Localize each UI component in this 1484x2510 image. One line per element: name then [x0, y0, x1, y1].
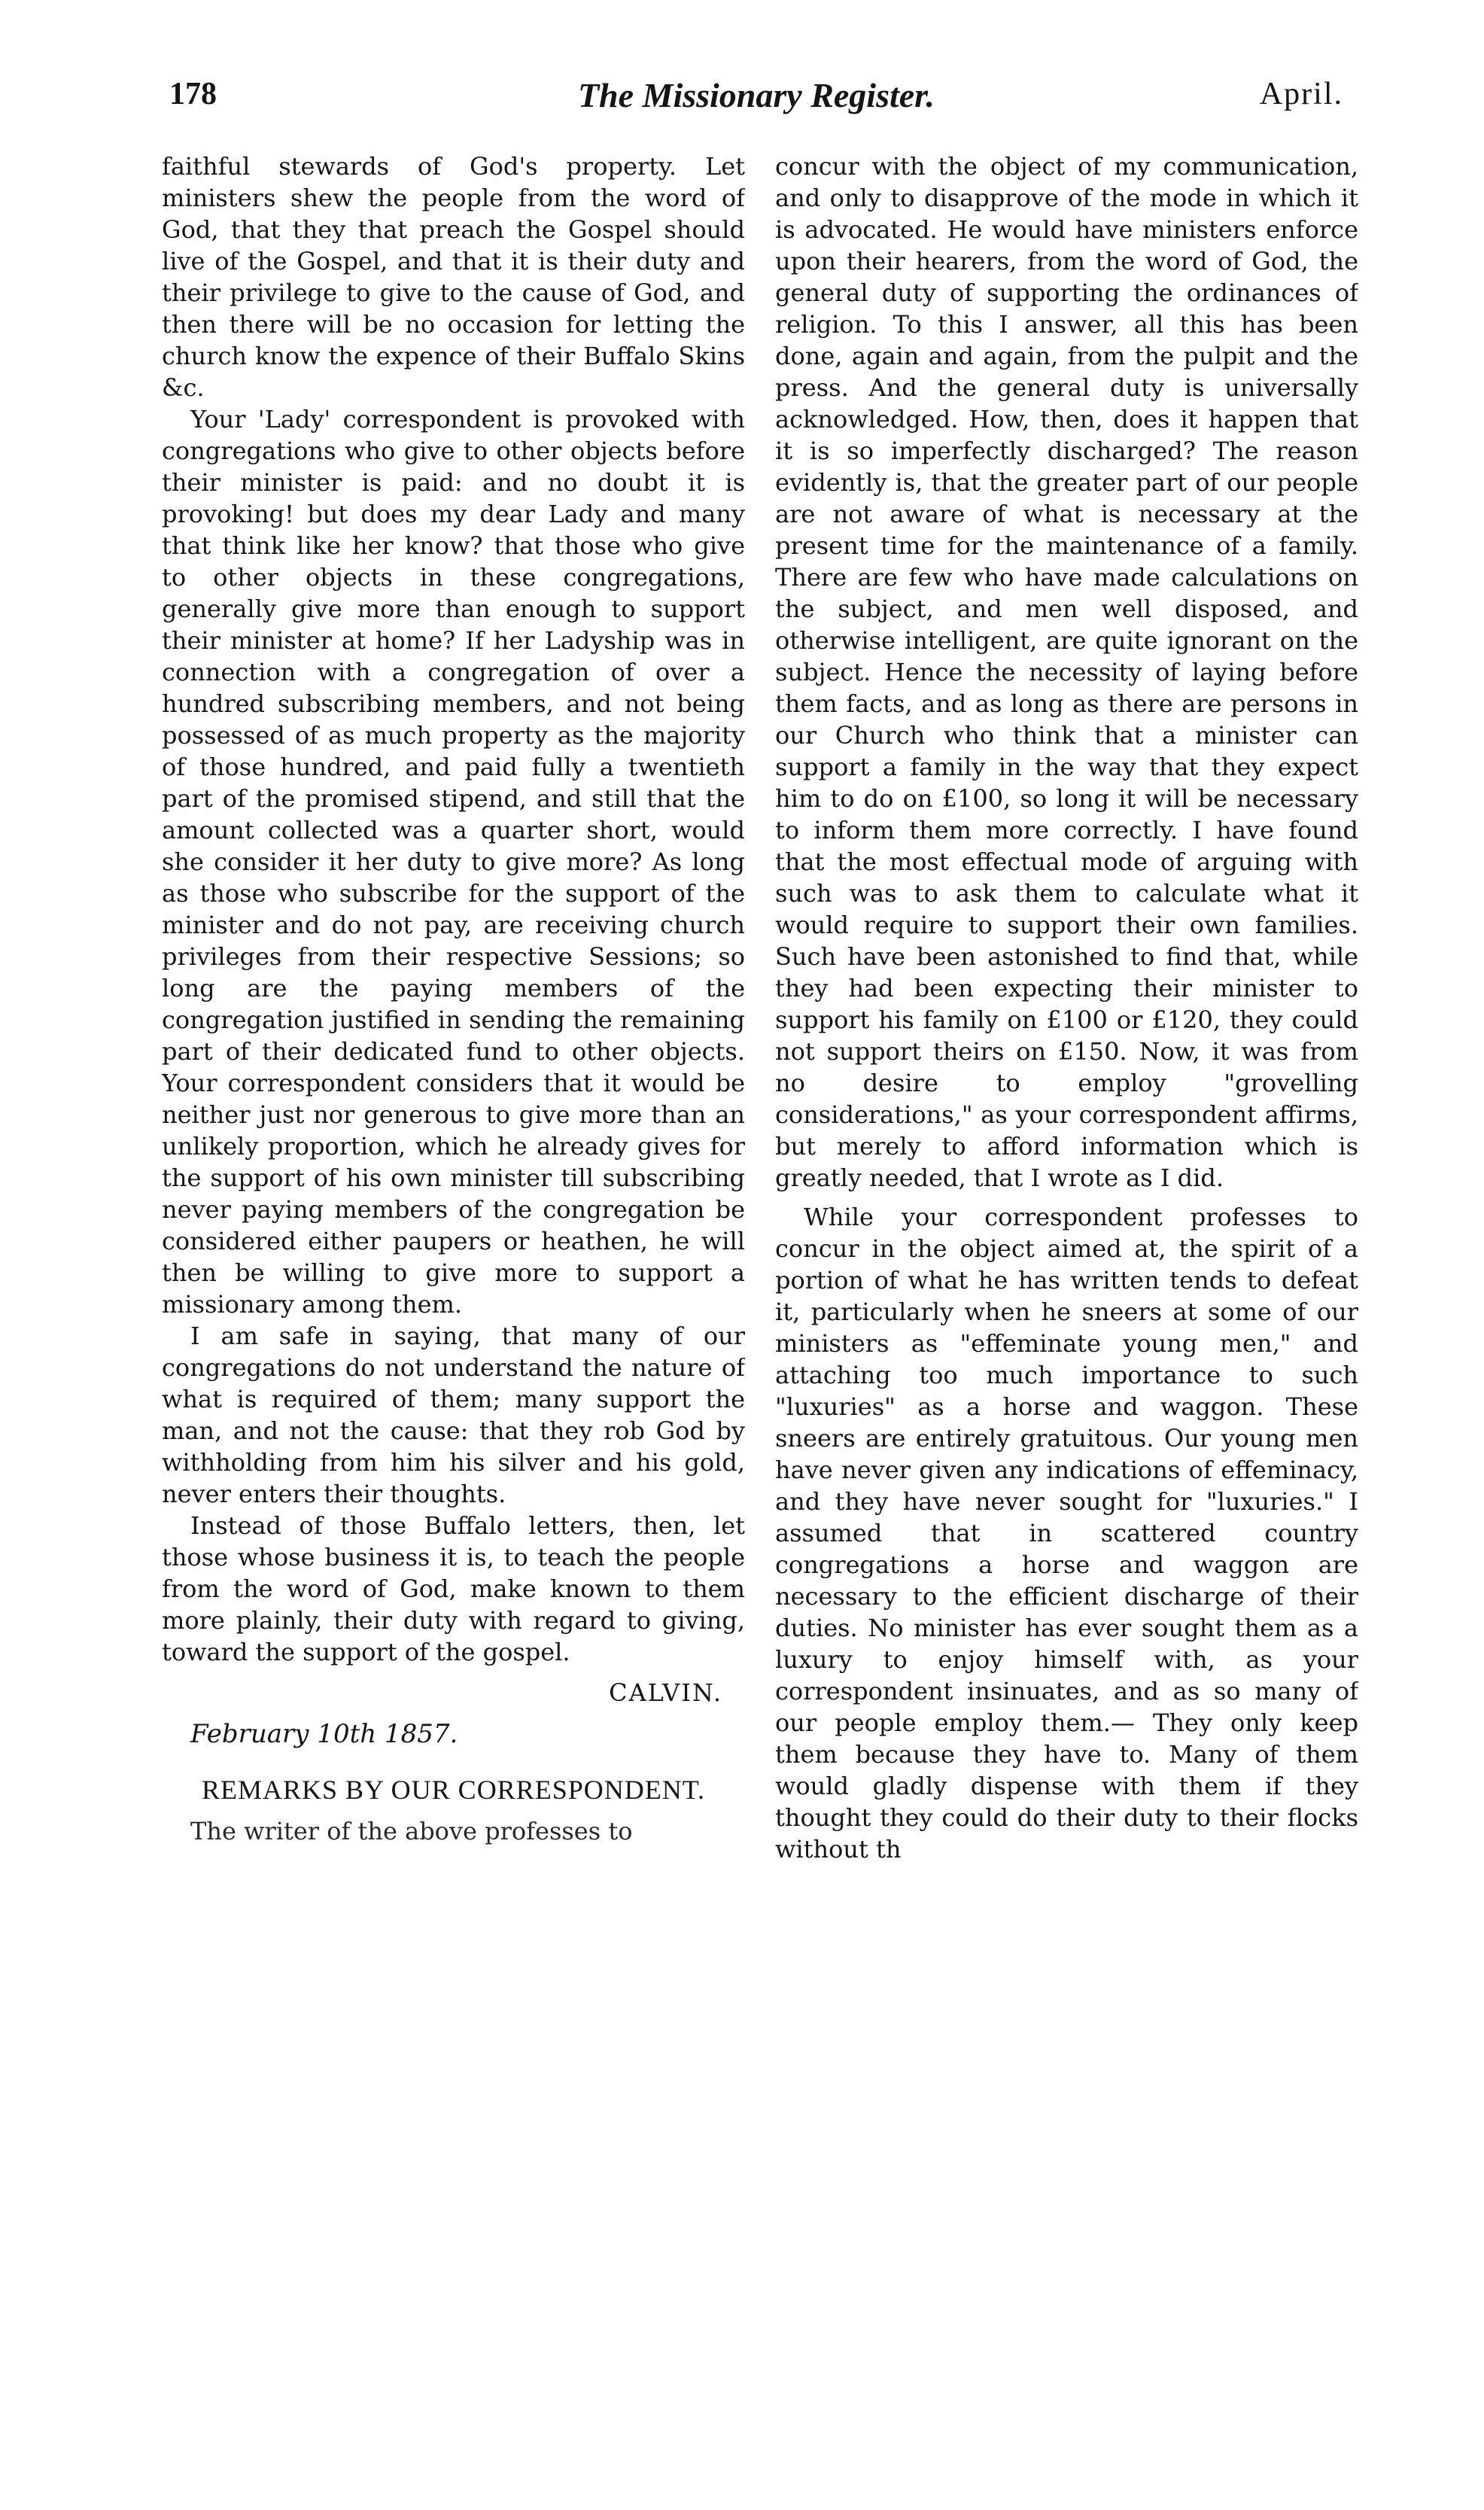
running-header	[169, 78, 1343, 131]
journal-title: The Missionary Register.	[577, 76, 935, 114]
left-column	[162, 151, 745, 2326]
left-paragraph-1: faithful stewards of God's property. Let ministers shew the people from the word of God, that they that preach the Gospel should live of the Gospel, and that it is their duty and their privilege to give to the cause of God, and then there will be no occasion for letting the church know the expence of their Buffalo Skins &c.	[162, 152, 745, 402]
right-paragraph-1: concur with the object of my communication, and only to disapprove of the mode in which it is advocated. He would have ministers enforce upon their hearers, from the word of God, the general duty of supporting the ordinances of religion. To this I answer, all this has been done, again and again, from the pulpit and the press. And the general duty is universally acknowledged. How, then, does it happen that it is so imperfectly discharged? The reason evidently is, that the greater part of our people are not aware of what is necessary at the present time for the maintenance of a family. There are few who have made calculations on the subject, and men well disposed, and otherwise intelligent, are quite ignorant on the subject. Hence the necessity of laying before them facts, and as long as there are persons in our Church who think that a minister can support a family in the way that they expect him to do on £100, so long it will be necessary to inform them more correctly. I have found that the most effectual mode of arguing with such was to ask them to calculate what it would require to support their own families. Such have been astonished to find that, while they had been expecting their minister to support his family on £100 or £120, they could not support theirs on £150. Now, it was from no desire to employ "grovelling considerations," as your correspondent affirms, but merely to afford information which is greatly needed, that I wrote as I did.	[775, 152, 1358, 1192]
left-paragraph-3: I am safe in saying, that many of our congregations do not understand the nature of what is required of them; many support the man, and not the cause: that they rob God by withholding from him his silver and his gold, never enters their thoughts.	[162, 1322, 745, 1508]
right-column	[775, 151, 1358, 2326]
left-paragraph-2: Your 'Lady' correspondent is provoked with congregations who give to other objects before their minister is paid: and no doubt it is provoking! but does my dear Lady and many that think like her know? that those who give to other objects in these congregations, generally give more than enough to support their minister at home? If her Ladyship was in connection with a congregation of over a hundred subscribing members, and not being possessed of as much property as the majority of those hundred, and paid fully a twentieth part of the promised stipend, and still that the amount collected was a quarter short, would she consider it her duty to give more? As long as those who subscribe for the support of the minister and do not pay, are receiving church privileges from their respective Sessions; so long are the paying members of the congregation justified in sending the remaining part of their dedicated fund to other objects. Your correspondent considers that it would be neither just nor generous to give more than an unlikely proportion, which he already gives for the support of his own minister till subscribing never paying members of the congregation be considered either paupers or heathen, he will then be willing to give more to support a missionary among them.	[162, 405, 745, 1319]
section-heading: REMARKS BY OUR CORRESPONDENT.	[201, 1775, 706, 1805]
left-paragraph-5-partial: The writer of the above professes to	[190, 1817, 633, 1845]
paragraph-gap	[775, 1194, 1358, 1201]
page-number: 178	[169, 77, 217, 111]
issue-month: April.	[1259, 77, 1343, 111]
letter-date: February 10th 1857.	[190, 1719, 458, 1749]
left-paragraph-4: Instead of those Buffalo letters, then, let those whose business it is, to teach the people from the word of God, make known to them more plainly, their duty with regard to giving, toward the support of the gospel.	[162, 1511, 745, 1666]
signature: CALVIN.	[609, 1678, 722, 1707]
right-paragraph-2: While your correspondent professes to concur in the object aimed at, the spirit of a portion of what he has written tends to defeat it, particularly when he sneers at some of our ministers as "effeminate young men," and attaching too much importance to such "luxuries" as a horse and waggon. These sneers are entirely gratuitous. Our young men have never given any indications of effeminacy, and they have never sought for "luxuries." I assumed that in scattered country congregations a horse and waggon are necessary to the efficient discharge of their duties. No minister has ever sought them as a luxury to enjoy himself with, as your correspondent insinuates, and as so many of our people employ them.— They only keep them because they have to. Many of them would gladly dispense with them if they thought they could do their duty to their flocks without th	[775, 1203, 1358, 1863]
